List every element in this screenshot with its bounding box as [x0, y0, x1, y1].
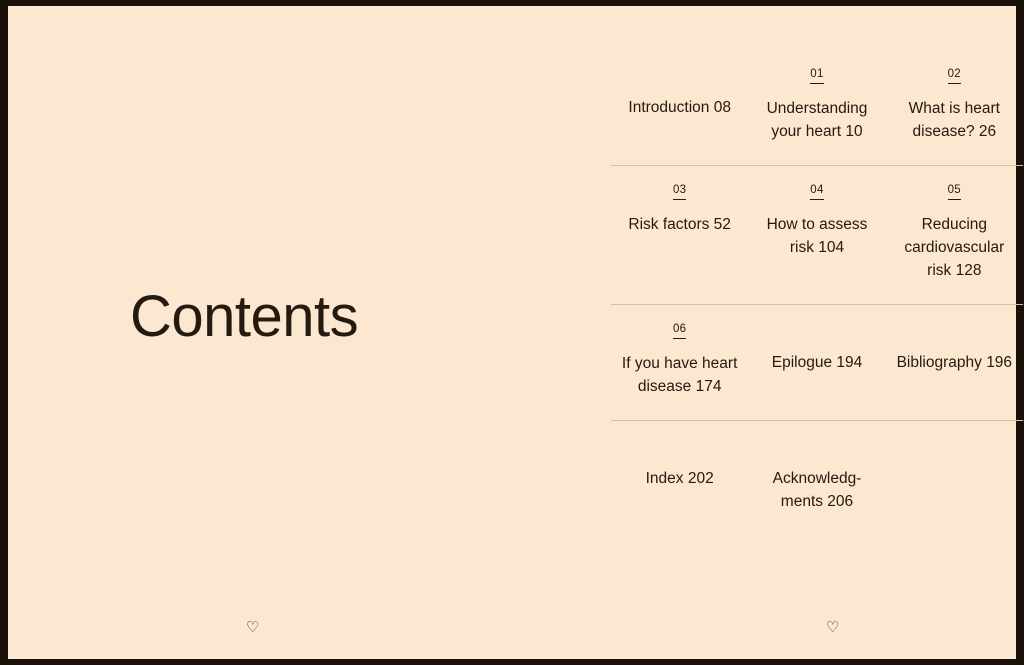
toc-entry-label: Reducing cardiovascular risk 128: [904, 215, 1005, 279]
toc-entry-label: If you have heart disease 174: [621, 354, 738, 395]
toc-entry-number: 04: [810, 185, 823, 200]
toc-entry-how-to-assess-risk[interactable]: [748, 166, 885, 304]
toc-entry-risk-factors[interactable]: [611, 166, 748, 304]
toc-entry-label: Epilogue 194: [771, 353, 863, 371]
toc-entry-reducing-cardiovascular-risk[interactable]: [886, 166, 1023, 304]
toc-entry-bibliography[interactable]: [886, 305, 1023, 420]
toc-entry-number: [810, 324, 823, 338]
toc-entry-what-is-heart-disease[interactable]: [886, 50, 1023, 165]
toc-row: [611, 165, 1023, 304]
toc-entry-label: Bibliography 196: [896, 353, 1013, 371]
toc-entry-index[interactable]: [611, 421, 748, 535]
toc-entry-label: What is heart disease? 26: [908, 99, 1000, 140]
toc-entry-label: How to assess risk 104: [766, 215, 868, 256]
toc-entry-acknowledgments[interactable]: [748, 421, 885, 535]
toc-entry-label: Index 202: [645, 469, 714, 487]
toc-entry-introduction[interactable]: [611, 50, 748, 165]
toc-entry-number: 01: [810, 69, 823, 84]
toc-entry-number: [673, 440, 686, 454]
table-of-contents: [611, 50, 1023, 535]
left-page: [8, 6, 556, 659]
toc-entry-number: 03: [673, 185, 686, 200]
toc-entry-epilogue[interactable]: [748, 305, 885, 420]
toc-entry-number: 06: [673, 324, 686, 339]
toc-entry-number: [673, 69, 686, 83]
heart-ornament-icon: ♡: [246, 619, 260, 636]
toc-row: [611, 420, 1023, 535]
toc-entry-label: Risk factors 52: [628, 215, 731, 233]
toc-entry-understanding-your-heart[interactable]: [748, 50, 885, 165]
page-title: Contents: [130, 284, 359, 349]
toc-row: [611, 50, 1023, 165]
toc-entry-label: Understanding your heart 10: [766, 99, 868, 140]
toc-entry-if-you-have-heart-disease[interactable]: [611, 305, 748, 420]
book-spread: [8, 6, 1016, 659]
right-page: [556, 6, 1016, 659]
toc-entry-number: 02: [948, 69, 961, 84]
toc-entry-label: Acknowledg-ments 206: [772, 469, 862, 510]
toc-entry-label: Introduction 08: [628, 98, 731, 116]
toc-entry-number: 05: [948, 185, 961, 200]
toc-row: [611, 304, 1023, 420]
toc-entry-number: [948, 324, 961, 338]
heart-ornament-icon: ♡: [826, 619, 840, 636]
toc-entry-number: [810, 440, 823, 454]
toc-entry-empty: [886, 421, 1023, 535]
